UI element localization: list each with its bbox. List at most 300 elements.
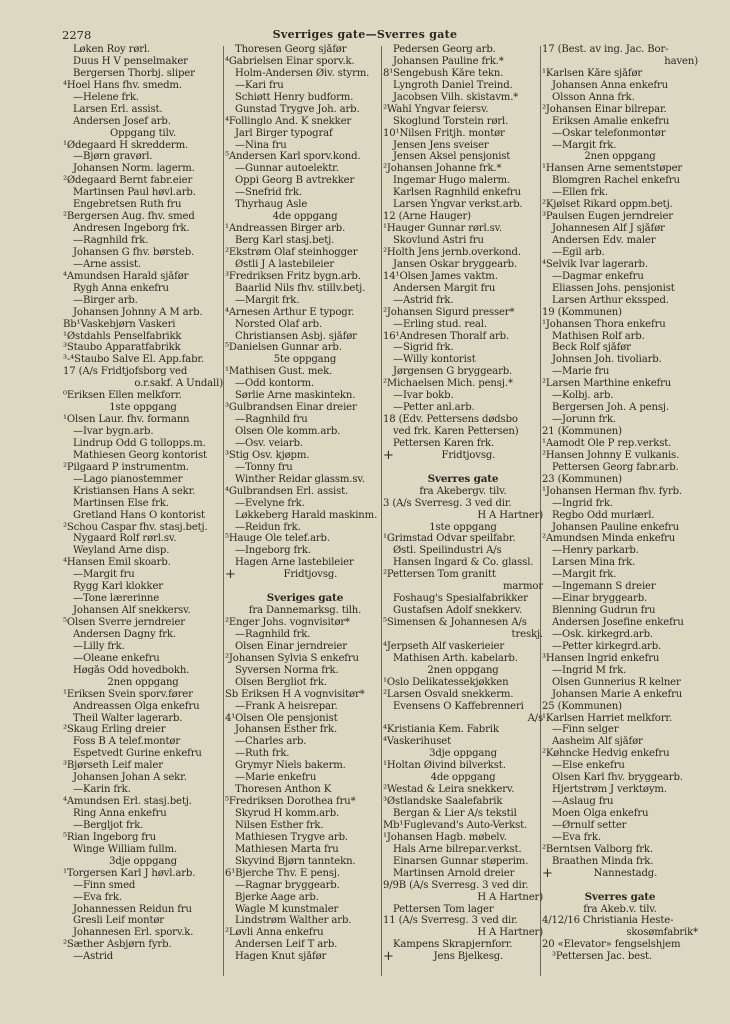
- directory-entry: ¹Hauger Gunnar rørl.sv.: [383, 223, 503, 235]
- cross-street-line: [383, 450, 543, 462]
- running-head: Sverriges gate—Sverres gate: [272, 28, 458, 41]
- directory-entry: Mathiesen Trygve arb.: [235, 831, 348, 843]
- directory-entry: ¹Eriksen Svein sporv.fører: [63, 688, 193, 700]
- directory-entry: Holm-Andersen Øiv. styrm.: [235, 67, 370, 79]
- directory-entry: ²Schou Caspar fhv. stasj.betj.: [63, 521, 208, 533]
- directory-entry: —Marie fru: [552, 366, 610, 378]
- column-divider: [223, 46, 224, 976]
- directory-entry: —Karin frk.: [73, 784, 131, 796]
- directory-entry: Skoglund Torstein rørl.: [393, 115, 509, 127]
- directory-entry: —Ragnhild frk.: [73, 235, 149, 246]
- directory-entry: —Lago pianostemmer: [73, 473, 183, 485]
- directory-entry: —Ingrid M frk.: [552, 664, 627, 676]
- directory-entry: Johansen Johan A sekr.: [73, 772, 187, 784]
- directory-entry: ²Wahl Yngvar feiersv.: [383, 103, 489, 115]
- directory-entry: Pettersen Karen frk.: [393, 437, 495, 449]
- directory-entry: —Petter anl.arb.: [393, 402, 475, 414]
- directory-entry: ²Sæther Asbjørn fyrb.: [63, 939, 172, 951]
- directory-entry: ²Bergersen Aug. fhv. smed: [63, 211, 195, 223]
- directory-entry: —Snefrid frk.: [235, 187, 302, 199]
- directory-entry: Andersen Dagny frk.: [73, 628, 176, 640]
- directory-entry: Andersen Leif T arb.: [235, 939, 338, 951]
- directory-entry: 14¹Olsen James vaktm.: [383, 270, 498, 282]
- directory-entry: Johansen Pauline enkefru: [552, 521, 680, 533]
- section-heading: 5te oppgang: [273, 354, 337, 366]
- directory-entry: Thoresen Georg sjåfør: [235, 44, 347, 55]
- directory-entry: Mathisen Arth. kabelarb.: [393, 652, 518, 664]
- directory-entry: ¹Mathisen Gust. mek.: [225, 366, 333, 378]
- directory-entry: Kristiansen Hans A sekr.: [73, 485, 196, 497]
- directory-entry: —Arne assist.: [73, 258, 141, 270]
- directory-entry: 23 (Kommunen): [542, 473, 622, 485]
- section-heading: fra Akebergv. tilv.: [419, 485, 507, 497]
- directory-entry: ²Johansen Sigurd presser*: [383, 306, 515, 318]
- directory-entry: Duus H V penselmaker: [73, 55, 188, 67]
- directory-entry: —Bjørn gravørl.: [73, 151, 153, 163]
- directory-entry: Høgås Odd hovedbokh.: [73, 664, 190, 676]
- directory-entry: Bergersen Thorbj. sliper: [73, 67, 195, 79]
- directory-entry: Hagen Knut sjåfør: [235, 951, 327, 963]
- directory-entry: ²Michaelsen Mich. pensj.*: [383, 378, 513, 390]
- directory-entry: 17 (A/s Fridtjofsborg ved: [63, 366, 188, 378]
- directory-entry: —Tonny fru: [235, 461, 293, 473]
- directory-entry: ³Pettersen Jac. best.: [552, 951, 652, 963]
- directory-entry: ²Skaug Erling dreier: [63, 724, 166, 736]
- directory-entry: ¹Ødegaard H skredderm.: [63, 139, 189, 151]
- directory-entry: 19 (Kommunen): [542, 306, 622, 318]
- directory-entry: ²Larsen Osvald snekkerm.: [383, 688, 514, 700]
- directory-entry: ³Fredriksen Fritz bygn.arb.: [225, 270, 361, 282]
- directory-entry: ²Enger Johs. vognvisitør*: [225, 617, 350, 628]
- directory-entry: Grymyr Niels bakerm.: [235, 760, 346, 772]
- directory-entry: —Dagmar enkefru: [552, 270, 644, 282]
- directory-entry: —Eva frk.: [552, 831, 601, 843]
- section-heading: 2nen oppgang: [427, 664, 499, 676]
- directory-entry: Rygh Anna enkefru: [73, 282, 169, 294]
- directory-entry: ⁴Kristiania Kem. Fabrik: [383, 724, 499, 736]
- section-heading: fra Dannemarksg. tilh.: [248, 605, 362, 617]
- column-2: [225, 44, 385, 963]
- directory-entry: —Helene frk.: [73, 91, 139, 103]
- directory-entry: —Einar bryggearb.: [552, 593, 648, 605]
- directory-entry: Hansen Ingard & Co. glassl.: [393, 557, 534, 569]
- directory-entry: Olsen Karl fhv. bryggearb.: [552, 772, 683, 784]
- directory-entry: —Egil arb.: [552, 246, 605, 258]
- directory-entry: Martinsen Paul høvl.arb.: [73, 187, 196, 199]
- directory-entry: Martinsen Arnold dreier: [393, 867, 515, 879]
- directory-entry: ²Johansen Sylvia S enkefru: [225, 652, 359, 664]
- directory-entry: 9/9B (A/s Sverresg. 3 ved dir.: [383, 879, 529, 891]
- column-3: [383, 44, 543, 963]
- directory-entry: Pettersen Tom lager: [393, 903, 494, 915]
- directory-entry: 20 «Elevator» fengselshjem: [542, 939, 681, 951]
- directory-entry: —Margit fru: [73, 569, 135, 581]
- directory-entry: Kampens Skrapjernforr.: [393, 939, 513, 951]
- directory-entry: Foss B A telef.montør: [73, 736, 180, 748]
- directory-entry: Johnsen Joh. tivoliarb.: [552, 354, 662, 366]
- directory-entry: ³-⁴Staubo Salve El. App.fabr.: [63, 354, 205, 366]
- directory-entry: —Eva frk.: [73, 891, 122, 903]
- section-heading: Oppgang tilv.: [109, 127, 177, 139]
- directory-entry: —Tone lærerinne: [73, 593, 160, 605]
- directory-entry: Olsen Bergliot frk.: [235, 676, 327, 688]
- directory-entry: ¹Johansen Hagb. møbelv.: [383, 831, 507, 843]
- directory-entry: 3 (A/s Sverresg. 3 ved dir.: [383, 497, 512, 509]
- directory-entry: —Ellen frk.: [552, 187, 608, 199]
- directory-entry: —Ruth frk.: [235, 748, 290, 760]
- cross-street-icon: +: [383, 951, 394, 964]
- directory-entry: —Ragnar bryggearb.: [235, 879, 340, 891]
- directory-entry: —Astrid: [73, 951, 114, 963]
- directory-entry: —Lilly frk.: [73, 640, 125, 652]
- directory-entry: —Henry parkarb.: [552, 545, 639, 557]
- directory-entry: ¹Karlsen Kåre sjåfør: [542, 67, 643, 79]
- section-heading: 3dje oppgang: [109, 855, 177, 867]
- directory-entry: Andreassen Olga enkefru: [73, 700, 200, 712]
- directory-entry: ²Pettersen Tom granitt: [383, 569, 496, 581]
- directory-entry: —Ingemann S dreier: [552, 581, 656, 593]
- directory-entry: ¹Johansen Herman fhv. fyrb.: [542, 485, 682, 497]
- directory-entry: ³Staubo Apparatfabrikk: [63, 342, 181, 354]
- directory-entry: Olsson Anna frk.: [552, 91, 635, 103]
- directory-entry: marmor: [503, 581, 543, 593]
- directory-entry: ²Ekstrøm Olaf steinhogger: [225, 246, 358, 258]
- directory-entry: 12 (Arne Hauger): [383, 211, 471, 223]
- directory-entry: Andersen Margit fru: [393, 282, 496, 294]
- directory-entry: Jacobsen Vilh. skistavm.*: [393, 91, 519, 103]
- directory-entry: —Gunnar autoelektr.: [235, 163, 339, 175]
- directory-entry: Johansen G fhv. børsteb.: [73, 246, 195, 258]
- directory-entry: haven): [664, 55, 698, 67]
- directory-entry: ²Amundsen Minda enkefru: [542, 533, 676, 545]
- directory-entry: —Ivar bygn.arb.: [73, 426, 154, 437]
- directory-entry: Østli J A lastebileier: [235, 258, 335, 270]
- directory-entry: —Oleane enkefru: [73, 652, 160, 664]
- directory-entry: —Ingeborg frk.: [235, 545, 311, 557]
- section-heading: 2nen oppgang: [584, 151, 656, 163]
- directory-entry: Hagen Arne lastebileier: [235, 557, 354, 569]
- directory-entry: ³Gulbrandsen Einar dreier: [225, 402, 357, 414]
- directory-entry: Syversen Norma frk.: [235, 664, 339, 676]
- directory-entry: H A Hartner): [477, 509, 543, 521]
- directory-entry: ⁴Selvik Ivar lagerarb.: [542, 258, 648, 270]
- directory-entry: 25 (Kommunen): [542, 700, 622, 712]
- directory-entry: Johansen Norm. lagerm.: [73, 163, 195, 175]
- directory-entry: Olsen Ole komm.arb.: [235, 426, 341, 437]
- directory-entry: Nilsen Esther frk.: [235, 819, 324, 831]
- directory-entry: —Evelyne frk.: [235, 497, 305, 509]
- directory-entry: Braathen Minda frk.: [552, 855, 654, 867]
- directory-entry: —Frank A heisrepar.: [235, 700, 338, 712]
- cross-street-name: Nannestadg.: [593, 867, 658, 879]
- section-heading: 3dje oppgang: [429, 748, 497, 760]
- directory-entry: Jørgensen G bryggearb.: [393, 366, 513, 378]
- cross-street-name: Fridtjovsg.: [283, 569, 338, 581]
- directory-entry: ⁵Fredriksen Dorothea fru*: [225, 796, 356, 808]
- directory-entry: ³Østlandske Saalefabrik: [383, 796, 503, 808]
- cross-street-line: [383, 951, 543, 963]
- column-1: [63, 44, 223, 963]
- section-heading: 2nen oppgang: [107, 676, 179, 688]
- directory-entry: ²Larsen Marthine enkefru: [542, 378, 672, 390]
- directory-entry: 4¹Olsen Ole pensjonist: [225, 712, 338, 724]
- directory-entry: ⁵Olsen Sverre jerndreier: [63, 617, 185, 628]
- directory-entry: Mathisen Rolf arb.: [552, 330, 645, 342]
- directory-entry: 18 (Edv. Pettersens dødsbo: [383, 414, 518, 426]
- street-heading: Sverres gate: [584, 891, 656, 903]
- section-heading: 4de oppgang: [430, 772, 496, 784]
- directory-entry: ²Holth Jens jernb.overkond.: [383, 246, 521, 258]
- directory-entry: ³Stig Osv. kjøpm.: [225, 449, 310, 461]
- directory-entry: 21 (Kommunen): [542, 426, 622, 437]
- directory-entry: Norsted Olaf arb.: [235, 318, 323, 330]
- directory-entry: ⁴Gabrielsen Einar sporv.k.: [225, 55, 355, 67]
- directory-entry: Østl. Speilindustri A/s: [393, 545, 502, 557]
- directory-entry: Baarlid Nils fhv. stillv.betj.: [235, 282, 366, 294]
- street-heading: Sverres gate: [427, 473, 499, 485]
- directory-entry: —Odd kontorm.: [235, 378, 314, 390]
- directory-entry: Bergan & Lier A/s tekstil: [393, 808, 517, 819]
- directory-entry: ⁴Hoel Hans fhv. smedm.: [63, 79, 182, 91]
- directory-entry: Wagle M kunstmaler: [235, 903, 339, 915]
- directory-entry: Thyrhaug Asle: [235, 199, 308, 211]
- directory-entry: ¹Hansen Arne sementstøper: [542, 163, 683, 175]
- directory-entry: Gustafsen Adolf snekkerv.: [393, 605, 523, 617]
- blank-line: [542, 880, 698, 892]
- section-heading: 1ste oppgang: [429, 521, 497, 533]
- directory-entry: —Finn selger: [552, 724, 619, 736]
- directory-entry: —Reidun frk.: [235, 521, 301, 533]
- directory-entry: —Kolbj. arb.: [552, 390, 614, 402]
- directory-entry: Sørlie Arne maskintekn.: [235, 390, 356, 402]
- directory-entry: —Ragnhild fru: [235, 414, 308, 426]
- directory-entry: ²Ødegaard Bernt fabr.eier: [63, 175, 193, 187]
- directory-entry: Winge William fullm.: [73, 843, 177, 855]
- directory-entry: Andersen Josef arb.: [73, 115, 171, 127]
- directory-entry: Regbo Odd murlærl.: [552, 509, 655, 521]
- directory-entry: Jarl Birger typograf: [235, 127, 333, 139]
- directory-entry: —Willy kontorist: [393, 354, 476, 366]
- directory-entry: ²Hansen Johnny E vulkanis.: [542, 449, 680, 461]
- directory-entry: H A Hartner): [477, 891, 543, 903]
- directory-entry: ¹Torgersen Karl J høvl.arb.: [63, 867, 196, 879]
- directory-entry: o.r.sakf. A Undall): [134, 378, 223, 390]
- directory-entry: Bb¹Vaskebjørn Vaskeri: [63, 318, 176, 330]
- directory-entry: Pedersen Georg arb.: [393, 44, 496, 55]
- directory-entry: ²Pilgaard P instrumentm.: [63, 461, 189, 473]
- directory-entry: Blenning Gudrun fru: [552, 605, 656, 617]
- directory-entry: Bergersen Joh. A pensj.: [552, 402, 669, 414]
- directory-entry: Johansen Alf snekkersv.: [73, 605, 191, 617]
- directory-entry: —Ingrid frk.: [552, 497, 613, 509]
- directory-entry: ⁴Amundsen Erl. stasj.betj.: [63, 796, 192, 808]
- directory-entry: ⁴Vaskerihuset: [383, 736, 452, 748]
- directory-entry: Mb¹Fuglevand's Auto-Verkst.: [383, 819, 528, 831]
- directory-entry: ⁴Hansen Emil skoarb.: [63, 557, 171, 569]
- directory-entry: Thoresen Anthon K: [235, 784, 332, 796]
- directory-entry: Johansen Marie A enkefru: [552, 688, 683, 700]
- directory-entry: —Osv. veiarb.: [235, 437, 303, 449]
- directory-entry: Weyland Arne disp.: [73, 545, 170, 557]
- directory-entry: —Aslaug fru: [552, 796, 614, 808]
- directory-entry: Christiansen Asbj. sjåfør: [235, 330, 357, 342]
- directory-entry: ¹Andreassen Birger arb.: [225, 223, 346, 235]
- directory-entry: Aasheim Alf sjåfør: [552, 736, 643, 748]
- blank-line: [225, 581, 385, 593]
- directory-entry: Gretland Hans O kontorist: [73, 509, 205, 521]
- directory-entry: Løken Roy rørl.: [73, 44, 151, 55]
- directory-entry: Foshaug's Spesialfabrikker: [393, 593, 528, 605]
- directory-entry: Andersen Edv. maler: [552, 235, 656, 246]
- directory-entry: A/s: [527, 712, 543, 724]
- directory-entry: Gresli Leif montør: [73, 915, 164, 927]
- directory-entry: ⁵Rian Ingeborg fru: [63, 831, 156, 843]
- directory-entry: ³Bjørseth Leif maler: [63, 760, 163, 772]
- directory-entry: Andersen Josefine enkefru: [552, 617, 684, 628]
- directory-entry: —Bergljot frk.: [73, 819, 144, 831]
- directory-entry: 4/12/16 Christiania Heste-: [542, 915, 674, 927]
- directory-entry: —Margit frk.: [552, 139, 617, 151]
- directory-entry: Oppi Georg B avtrekker: [235, 175, 355, 187]
- directory-entry: Skyrud H komm.arb.: [235, 808, 340, 819]
- directory-entry: Hals Arne bilrepar.verkst.: [393, 843, 522, 855]
- directory-entry: 11 (A/s Sverresg. 3 ved dir.: [383, 915, 518, 927]
- directory-entry: Lyngroth Daniel Treind.: [393, 79, 513, 91]
- directory-entry: Hjertstrøm J verktøym.: [552, 784, 667, 796]
- directory-entry: Theil Walter lagerarb.: [73, 712, 183, 724]
- cross-street-icon: +: [383, 449, 394, 462]
- directory-entry: Berg Karl stasj.betj.: [235, 235, 335, 246]
- directory-entry: ⁴Jerpseth Alf vaskerieier: [383, 640, 505, 652]
- directory-entry: ⁵Andersen Karl sporv.kond.: [225, 151, 361, 163]
- directory-entry: Mathiesen Marta fru: [235, 843, 339, 855]
- directory-entry: —Marie enkefru: [235, 772, 317, 784]
- directory-entry: Karlsen Ragnhild enkefru: [393, 187, 521, 199]
- directory-entry: Larsen Mina frk.: [552, 557, 636, 569]
- directory-entry: Sb Eriksen H A vognvisitør*: [225, 688, 365, 700]
- directory-entry: —Charles arb.: [235, 736, 307, 748]
- directory-entry: Johansen Johnny A M arb.: [73, 306, 203, 318]
- cross-street-line: [542, 868, 698, 880]
- directory-entry: Løkkeberg Harald maskinm.: [235, 509, 378, 521]
- directory-entry: ⁵Danielsen Gunnar arb.: [225, 342, 342, 354]
- directory-entry: —Finn smed: [73, 879, 136, 891]
- directory-entry: —Oskar telefonmontør: [552, 127, 666, 139]
- directory-entry: H A Hartner): [477, 927, 543, 939]
- directory-entry: Schiøtt Henry budform.: [235, 91, 354, 103]
- directory-entry: Johannesen Alf J sjåfør: [552, 223, 665, 235]
- directory-entry: —Birger arb.: [73, 294, 138, 306]
- directory-entry: Nygaard Rolf rørl.sv.: [73, 533, 177, 545]
- directory-entry: Espetvedt Gurine enkefru: [73, 748, 202, 760]
- cross-street-icon: +: [542, 867, 553, 880]
- directory-entry: Andresen Ingeborg frk.: [73, 223, 190, 235]
- directory-entry: ¹Oslo Delikatessekjøkken: [383, 676, 509, 688]
- directory-entry: Skovlund Astri fru: [393, 235, 484, 246]
- directory-entry: —Nina fru: [235, 139, 287, 151]
- directory-entry: —Jorunn frk.: [552, 414, 616, 426]
- directory-entry: Martinsen Else frk.: [73, 497, 169, 509]
- directory-entry: Eliassen Johs. pensjonist: [552, 282, 675, 294]
- directory-entry: Winther Reidar glassm.sv.: [235, 473, 365, 485]
- directory-entry: Olsen Gunnerius R kelner: [552, 676, 681, 688]
- directory-entry: ⁰Eriksen Ellen melkforr.: [63, 390, 182, 402]
- directory-entry: Blomgren Rachel enkefru: [552, 175, 680, 187]
- cross-street-name: Jens Bjelkesg.: [433, 951, 504, 963]
- directory-entry: ⁴Gulbrandsen Erl. assist.: [225, 485, 349, 497]
- directory-entry: ved frk. Karen Pettersen): [393, 426, 519, 437]
- directory-entry: ²Johansen Einar bilrepar.: [542, 103, 667, 115]
- directory-entry: Lindrup Odd G tollopps.m.: [73, 437, 206, 449]
- directory-entry: Moen Olga enkefru: [552, 808, 649, 819]
- directory-entry: ⁵Hauge Ole telef.arb.: [225, 533, 330, 545]
- directory-entry: Olsen Einar jerndreier: [235, 640, 347, 652]
- directory-entry: Einarsen Gunnar støperim.: [393, 855, 529, 867]
- directory-entry: ¹Østdahls Penselfabrikk: [63, 330, 182, 342]
- directory-entry: Mathiesen Georg kontorist: [73, 449, 207, 461]
- directory-entry: Evensens O Kaffebrenneri: [393, 700, 524, 712]
- directory-entry: —Astrid frk.: [393, 294, 454, 306]
- directory-entry: Johansen Esther frk.: [235, 724, 338, 736]
- cross-street-line: [225, 569, 385, 581]
- blank-line: [383, 462, 543, 474]
- directory-entry: Beck Rolf sjåfør: [552, 342, 631, 354]
- directory-entry: ²Berntsen Valborg frk.: [542, 843, 653, 855]
- directory-entry: —Ørnulf setter: [552, 819, 627, 831]
- directory-entry: Skyvind Bjørn tanntekn.: [235, 855, 356, 867]
- directory-entry: skosømfabrik*: [626, 927, 698, 939]
- street-heading: Sveriges gate: [266, 593, 344, 605]
- directory-entry: Jensen Jens sveiser: [393, 139, 489, 151]
- directory-entry: ⁵Simensen & Johannesen A/s: [383, 617, 527, 628]
- directory-entry: Johannesen Erl. sporv.k.: [73, 927, 194, 939]
- cross-street-icon: +: [225, 569, 236, 582]
- directory-entry: Ingemar Hugo malerm.: [393, 175, 510, 187]
- directory-entry: ¹Holtan Øivind bilverkst.: [383, 760, 506, 772]
- directory-entry: Rygg Karl klokker: [73, 581, 163, 593]
- directory-entry: ²Kjølset Rikard oppm.betj.: [542, 199, 673, 211]
- directory-entry: treskj.: [511, 628, 543, 640]
- directory-entry: Johansen Anna enkefru: [552, 79, 668, 91]
- directory-entry: —Margit frk.: [235, 294, 300, 306]
- directory-entry: ⁴Amundsen Harald sjåfør: [63, 270, 189, 282]
- directory-entry: Larsen Yngvar verkst.arb.: [393, 199, 523, 211]
- directory-entry: ²Westad & Leira snekkerv.: [383, 784, 515, 796]
- directory-entry: —Osk. kirkegrd.arb.: [552, 628, 653, 640]
- directory-entry: Larsen Arthur ekssped.: [552, 294, 669, 306]
- directory-entry: Larsen Erl. assist.: [73, 103, 163, 115]
- directory-entry: 17 (Best. av ing. Jac. Bor-: [542, 44, 669, 55]
- directory-entry: Bjerke Aage arb.: [235, 891, 319, 903]
- directory-entry: 16¹Andresen Thoralf arb.: [383, 330, 510, 342]
- directory-entry: —Else enkefru: [552, 760, 625, 772]
- directory-entry: ³Paulsen Eugen jerndreier: [542, 211, 673, 223]
- directory-entry: Gunstad Trygve Joh. arb.: [235, 103, 360, 115]
- directory-entry: ¹Karlsen Harriet melkforr.: [542, 712, 673, 724]
- directory-entry: Ring Anna enkefru: [73, 808, 167, 819]
- directory-entry: ¹Aamodt Ole P rep.verkst.: [542, 437, 672, 449]
- directory-entry: 8¹Sengebush Kåre tekn.: [383, 67, 504, 79]
- cross-street-name: Fridtjovsg.: [441, 449, 496, 461]
- directory-entry: Jensen Aksel pensjonist: [393, 151, 511, 163]
- directory-entry: —Margit frk.: [552, 569, 617, 581]
- column-4: [542, 44, 698, 963]
- directory-entry: —Petter kirkegrd.arb.: [552, 640, 662, 652]
- directory-entry: —Ragnhild frk.: [235, 628, 311, 640]
- directory-entry: ²Køhncke Hedvig enkefru: [542, 748, 670, 760]
- directory-entry: —Ivar bokb.: [393, 390, 454, 402]
- directory-entry: ³Hansen Ingrid enkefru: [542, 652, 660, 664]
